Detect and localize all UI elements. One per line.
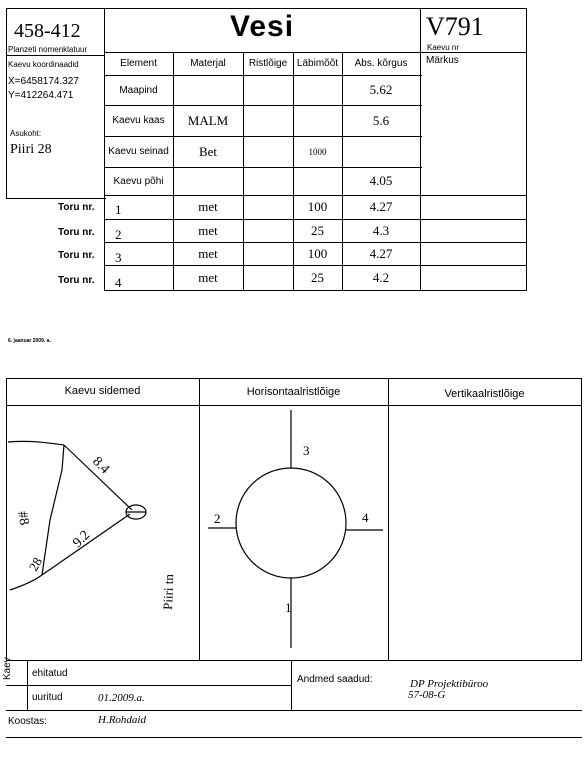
pipe-nr: 3 bbox=[115, 250, 122, 265]
source-org: DP Projektibüroo bbox=[410, 678, 489, 690]
pipe-nr: 2 bbox=[115, 227, 122, 242]
address-value: Piiri 28 bbox=[10, 142, 52, 157]
coordinate-y: Y=412264.471 bbox=[8, 90, 74, 101]
pipe-height: 4.2 bbox=[372, 269, 390, 285]
well-number: V791 bbox=[426, 12, 484, 41]
row-material: MALM bbox=[187, 112, 229, 128]
row-element: Kaevu põhi bbox=[113, 175, 164, 187]
side-b-label: 28 bbox=[25, 554, 46, 574]
distance-top-label: 8.4 bbox=[89, 454, 113, 478]
pipe-label: Toru nr. bbox=[58, 227, 95, 238]
pipe-diameter: 25 bbox=[311, 269, 324, 285]
surveyed-value: 01.2009.a. bbox=[98, 692, 145, 704]
document-title: Vesi bbox=[229, 10, 295, 43]
source-number: 57-08-G bbox=[408, 689, 446, 701]
kaev-label: Kaev bbox=[2, 657, 13, 680]
sketch-header-connections: Kaevu sidemed bbox=[64, 385, 141, 397]
pipe-label: Toru nr. bbox=[58, 202, 95, 213]
notes-label: Märkus bbox=[426, 55, 459, 66]
pipe-label: Toru nr. bbox=[58, 250, 95, 261]
pipe-diameter: 100 bbox=[307, 245, 328, 261]
pipe-diameter: 100 bbox=[307, 199, 328, 214]
pipe-nr: 4 bbox=[115, 275, 122, 290]
pipe-nr: 1 bbox=[115, 202, 122, 217]
row-height: 5.6 bbox=[372, 112, 390, 128]
well-number-caption: Kaevu nr bbox=[427, 43, 460, 52]
address-label: Asukoht: bbox=[10, 129, 42, 138]
header-diameter: Läbimõõt bbox=[296, 58, 339, 69]
header-abs-height: Abs. kõrgus bbox=[354, 58, 408, 69]
coordinates-label: Kaevu koordinaadid bbox=[8, 60, 79, 69]
pipe-1-label: 1 bbox=[285, 600, 292, 615]
row-diameter: 1000 bbox=[308, 146, 327, 157]
row-height: 4.05 bbox=[369, 173, 393, 188]
distance-bottom-label: 9.2 bbox=[70, 527, 94, 551]
header-material: Materjal bbox=[190, 58, 226, 69]
map-sheet-caption: Planzeti nomenklatuur bbox=[8, 45, 88, 54]
author-value: H.Rohdaid bbox=[98, 714, 146, 726]
built-label: ehitatud bbox=[32, 668, 68, 679]
map-sheet-number: 458-412 bbox=[14, 20, 81, 42]
sketch-header-horizontal: Horisontaalristlõige bbox=[246, 386, 341, 398]
pipe-height: 4.27 bbox=[369, 199, 393, 214]
pipe-2-label: 2 bbox=[214, 511, 221, 526]
row-element: Maapind bbox=[119, 84, 158, 96]
side-a-label: #8 bbox=[14, 510, 32, 527]
row-element: Kaevu seinad bbox=[108, 146, 169, 157]
pipe-label: Toru nr. bbox=[58, 275, 95, 286]
author-label: Koostas: bbox=[8, 716, 47, 727]
street-label: Piiri tn bbox=[160, 573, 177, 611]
header-cross-section: Ristlõige bbox=[248, 58, 288, 69]
row-material: Bet bbox=[198, 143, 218, 159]
surveyed-label: uuritud bbox=[32, 692, 63, 703]
date-stamp: 6. jaanuar 2009. a. bbox=[8, 338, 51, 344]
row-height: 5.62 bbox=[369, 82, 393, 97]
pipe-diameter: 25 bbox=[311, 222, 324, 238]
pipe-material: met bbox=[198, 269, 218, 285]
pipe-4-label: 4 bbox=[362, 510, 369, 525]
pipe-material: met bbox=[198, 245, 218, 261]
pipe-material: met bbox=[198, 222, 218, 238]
pipe-material: met bbox=[198, 199, 218, 214]
row-element: Kaevu kaas bbox=[112, 115, 165, 126]
coordinate-x: X=6458174.327 bbox=[8, 76, 79, 87]
pipe-height: 4.3 bbox=[372, 222, 390, 238]
source-label: Andmed saadud: bbox=[297, 674, 373, 685]
sketch-header-vertical: Vertikaalristlõige bbox=[444, 388, 525, 400]
pipe-height: 4.27 bbox=[369, 245, 393, 261]
pipe-3-label: 3 bbox=[303, 443, 310, 458]
header-element: Element bbox=[120, 58, 157, 69]
